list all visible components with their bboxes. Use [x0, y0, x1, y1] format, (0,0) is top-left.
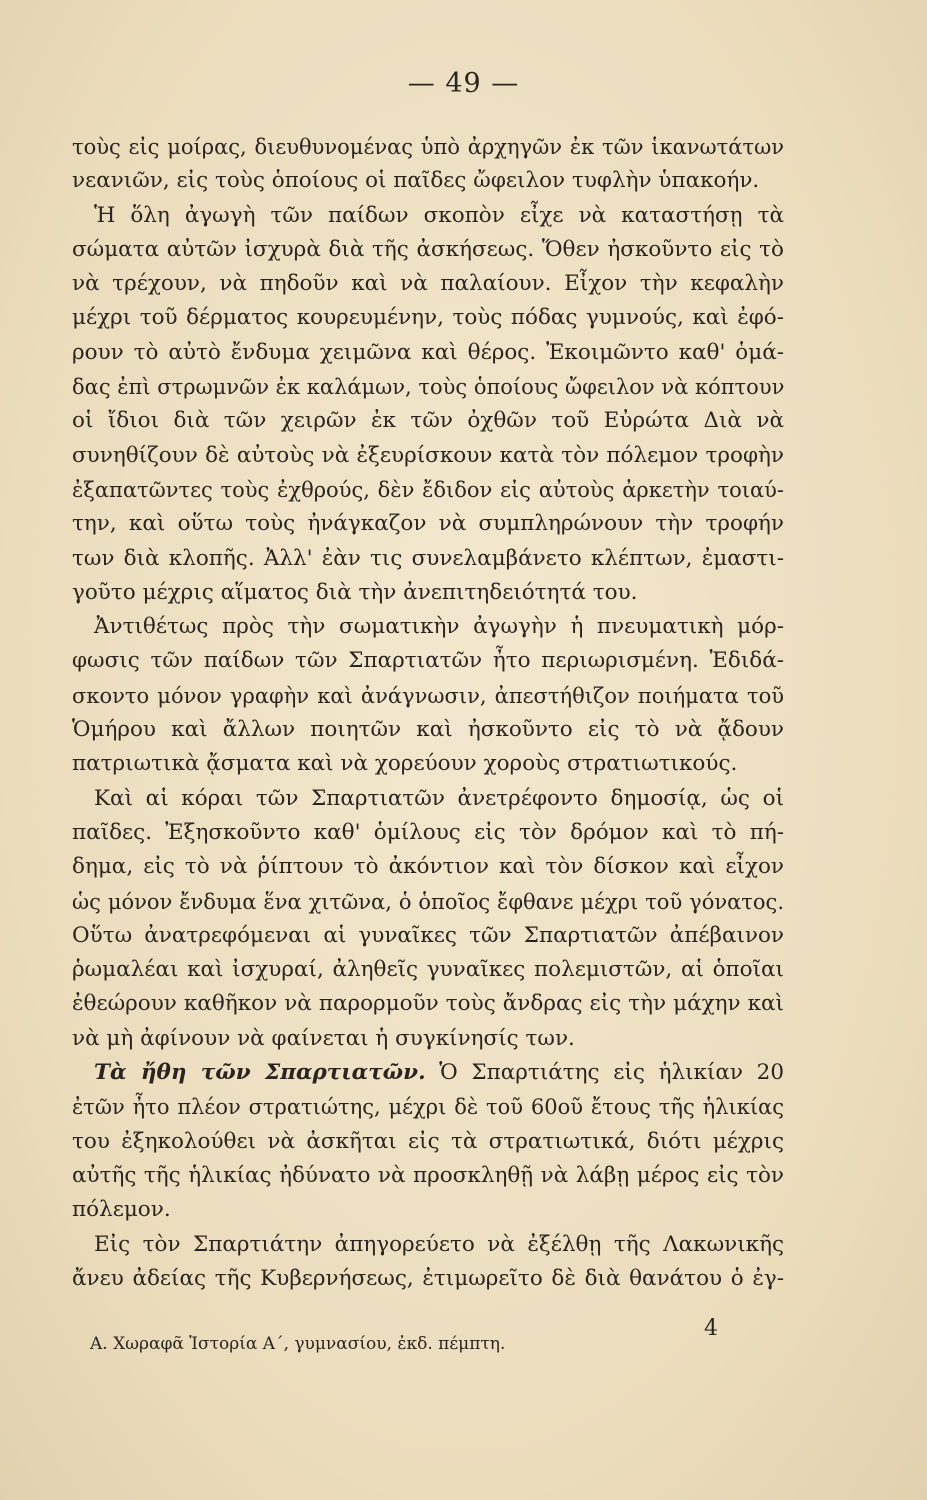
text-line: πόλεμον.: [72, 1197, 171, 1223]
text-line: ἐτῶν ἦτο πλέον στρατιώτης, μέχρι δὲ τοῦ 60οῦ ἔτους τῆς ἡλικίας: [72, 1095, 784, 1120]
text-line: Εἰς τὸν Σπαρτιάτην ἀπηγορεύετο νὰ ἐξέλθῃ τῆς Λακωνικῆς: [94, 1231, 784, 1257]
printer-footer: Α. Χωραφᾶ Ἱστορία Α΄, γυμνασίου, ἐκδ. πέμπτη.: [90, 1334, 506, 1354]
text-line: σώματα αὐτῶν ἰσχυρὰ διὰ τῆς ἀσκήσεως. Ὅθεν ἠσκοῦντο εἰς τὸ: [72, 236, 784, 262]
text-line: γοῦτο μέχρις αἵματος διὰ τὴν ἀνεπιτηδειότητά του.: [72, 579, 638, 605]
text-line: ἄνευ ἀδείας τῆς Κυβερνήσεως, ἐτιμωρεῖτο δὲ διὰ θανάτου ὁ ἐγ-: [72, 1265, 784, 1291]
text-line: Ἡ ὅλη ἀγωγὴ τῶν παίδων σκοπὸν εἶχε νὰ καταστήσῃ τὰ: [94, 202, 784, 228]
text-line: ρουν τὸ αὐτὸ ἔνδυμα χειμῶνα καὶ θέρος. Ἐκοιμῶντο καθ' ὁμά-: [72, 339, 784, 365]
text-line: Ὁ Σπαρτιάτης εἰς ἡλικίαν 20: [439, 1060, 785, 1086]
text-line: ἐθεώρουν καθῆκον νὰ παρορμοῦν τοὺς ἄνδρας εἰς τὴν μάχην καὶ: [72, 991, 784, 1017]
text-line: μέχρι τοῦ δέρματος κουρευμένην, τοὺς πόδας γυμνούς, καὶ ἐφό-: [72, 305, 784, 331]
text-line: του ἐξηκολούθει νὰ ἀσκῆται εἰς τὰ στρατιωτικά, διότι μέχρις: [72, 1128, 784, 1154]
text-line: τοὺς εἰς μοίρας, διευθυνομένας ὑπὸ ἀρχηγῶν ἐκ τῶν ἱκανωτάτων: [72, 135, 784, 159]
text-line: την, καὶ οὕτω τοὺς ἠνάγκαζον νὰ συμπληρώνουν τὴν τροφήν: [72, 511, 784, 537]
text-line: συνηθίζουν δὲ αὐτοὺς νὰ ἐξευρίσκουν κατὰ τὸν πόλεμον τροφὴν: [72, 442, 784, 468]
text-line: ὡς μόνον ἔνδυμα ἕνα χιτῶνα, ὁ ὁποῖος ἔφθανε μέχρι τοῦ γόνατος.: [72, 889, 784, 914]
text-line: Ἀντιθέτως πρὸς τὴν σωματικὴν ἀγωγὴν ἡ πνευματικὴ μόρ-: [94, 614, 784, 640]
text-line: παῖδες. Ἐξησκοῦντο καθ' ὁμίλους εἰς τὸν δρόμον καὶ τὸ πή-: [72, 819, 784, 845]
section-heading: Τὰ ἤθη τῶν Σπαρτιατῶν.: [94, 1060, 426, 1086]
text-line: ἐξαπατῶντες τοὺς ἐχθρούς, δὲν ἔδιδον εἰς αὐτοὺς ἀρκετὴν τοιαύ-: [72, 477, 784, 502]
text-line: σκοντο μόνον γραφὴν καὶ ἀνάγνωσιν, ἀπεστήθιζον ποιήματα τοῦ: [72, 683, 784, 708]
text-line: δημα, εἰς τὸ νὰ ῥίπτουν τὸ ἀκόντιον καὶ τὸν δίσκον καὶ εἶχον: [72, 854, 784, 880]
text-line: νὰ τρέχουν, νὰ πηδοῦν καὶ νὰ παλαίουν. Εἶχον τὴν κεφαλὴν: [72, 271, 784, 297]
text-line: Οὕτω ἀνατρεφόμεναι αἱ γυναῖκες τῶν Σπαρτιατῶν ἀπέβαινον: [72, 922, 784, 948]
page-number: — 49 —: [407, 68, 520, 99]
text-line: δας ἐπὶ στρωμνῶν ἐκ καλάμων, τοὺς ὁποίους ὤφειλον νὰ κόπτουν: [72, 375, 785, 400]
text-line: φωσις τῶν παίδων τῶν Σπαρτιατῶν ἦτο περιωρισμένη. Ἐδιδά-: [72, 648, 784, 674]
text-line: αὐτῆς τῆς ἡλικίας ἠδύνατο νὰ προσκληθῇ νὰ λάβῃ μέρος εἰς τὸν: [72, 1162, 784, 1188]
body-text: [72, 130, 784, 1296]
text-line: πατριωτικὰ ᾄσματα καὶ νὰ χορεύουν χοροὺς στρατιωτικούς.: [72, 751, 738, 777]
text-line: οἱ ἴδιοι διὰ τῶν χειρῶν ἐκ τῶν ὀχθῶν τοῦ Εὐρώτα Διὰ νὰ: [72, 408, 784, 434]
text-line: Ὁμήρου καὶ ἄλλων ποιητῶν καὶ ἠσκοῦντο εἰς τὸ νὰ ᾄδουν: [72, 717, 784, 743]
text-line: νὰ μὴ ἀφίνουν νὰ φαίνεται ἡ συγκίνησίς των.: [72, 1025, 575, 1051]
text-line: ῥωμαλέαι καὶ ἰσχυραί, ἀληθεῖς γυναῖκες πολεμιστῶν, αἱ ὁποῖαι: [72, 957, 784, 983]
text-line: των διὰ κλοπῆς. Ἀλλ' ἐὰν τις συνελαμβάνετο κλέπτων, ἐμαστι-: [72, 545, 784, 571]
text-line: Καὶ αἱ κόραι τῶν Σπαρτιατῶν ἀνετρέφοντο δημοσίᾳ, ὡς οἱ: [94, 785, 784, 811]
section-first-line: [72, 1056, 784, 1090]
signature-mark: 4: [704, 1316, 718, 1341]
text-line: νεανιῶν, εἰς τοὺς ὁποίους οἱ παῖδες ὤφειλον τυφλὴν ὑπακοήν.: [72, 168, 760, 194]
